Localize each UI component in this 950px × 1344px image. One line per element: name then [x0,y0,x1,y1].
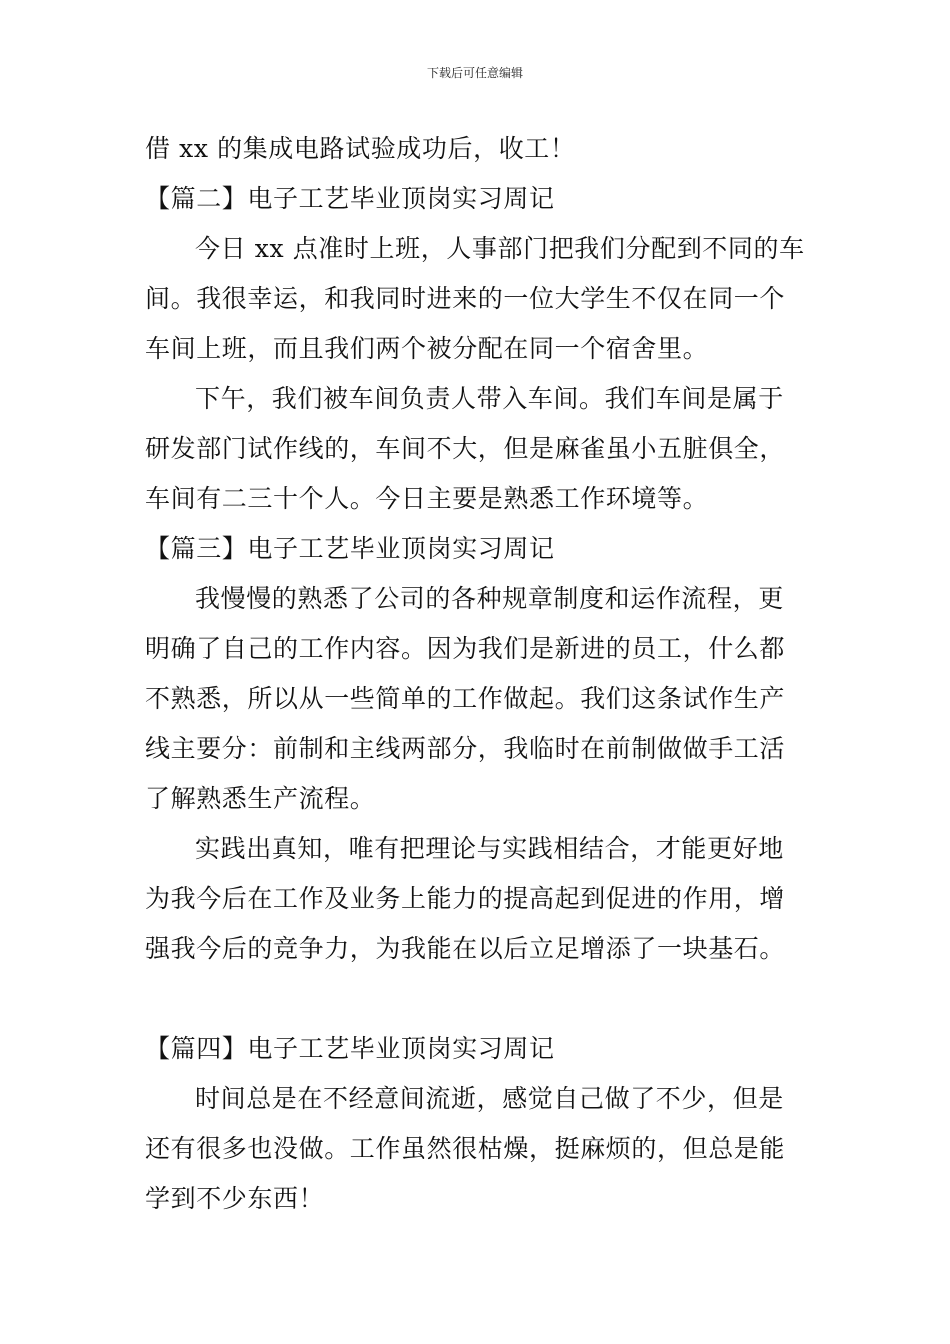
paragraph-line: 时间总是在不经意间流逝，感觉自己做了不少，但是 [195,1084,784,1113]
section-heading: 【篇三】电子工艺毕业顶岗实习周记 [145,534,555,563]
section-heading: 【篇二】电子工艺毕业顶岗实习周记 [145,184,555,213]
paragraph-line: 了解熟悉生产流程。 [145,784,376,813]
paragraph-line: 车间上班，而且我们两个被分配在同一个宿舍里。 [145,334,709,363]
paragraph-line: 借 xx 的集成电路试验成功后，收工！ [145,134,576,163]
page-header: 下载后可任意编辑 [426,66,523,80]
paragraph-line: 还有很多也没做。工作虽然很枯燥，挺麻烦的，但总是能 [145,1134,786,1163]
section-heading: 【篇四】电子工艺毕业顶岗实习周记 [145,1034,555,1063]
paragraph-line: 实践出真知，唯有把理论与实践相结合，才能更好地 [195,834,784,863]
paragraph-line: 明确了自己的工作内容。因为我们是新进的员工，什么都 [145,634,786,663]
paragraph-line: 车间有二三十个人。今日主要是熟悉工作环境等。 [145,484,709,513]
paragraph-line: 我慢慢的熟悉了公司的各种规章制度和运作流程，更 [195,584,784,613]
paragraph-line: 间。我很幸运，和我同时进来的一位大学生不仅在同一个 [145,284,786,313]
paragraph-line: 为我今后在工作及业务上能力的提高起到促进的作用，增 [145,884,786,913]
paragraph-line: 今日 xx 点准时上班，人事部门把我们分配到不同的车 [195,234,805,263]
paragraph-line: 不熟悉，所以从一些简单的工作做起。我们这条试作生产 [145,684,786,713]
paragraph-line: 研发部门试作线的，车间不大，但是麻雀虽小五脏俱全， [145,434,786,463]
paragraph-line: 线主要分：前制和主线两部分，我临时在前制做做手工活 [145,734,786,763]
document-body [145,124,810,1224]
paragraph-line: 学到不少东西！ [145,1184,325,1213]
blank-line [145,974,810,1024]
paragraph-line: 强我今后的竞争力，为我能在以后立足增添了一块基石。 [145,934,786,963]
paragraph-line: 下午，我们被车间负责人带入车间。我们车间是属于 [195,384,784,413]
